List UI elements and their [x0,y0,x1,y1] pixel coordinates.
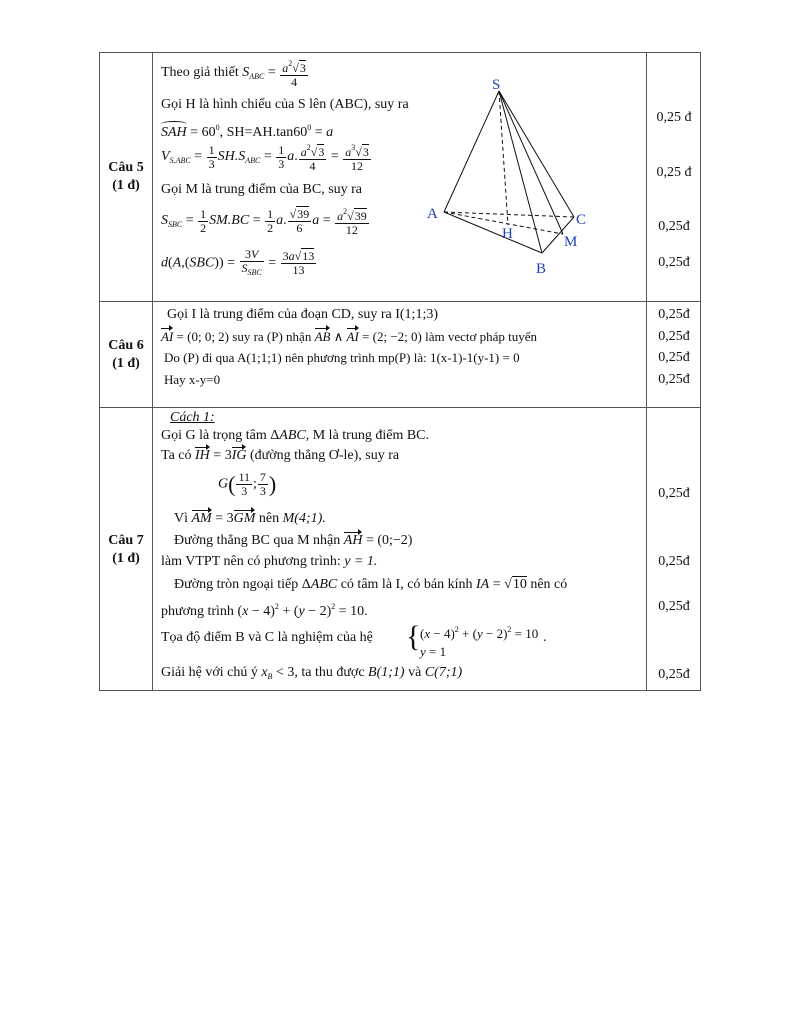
q7-line-6: làm VTPT nên có phương trình: y = 1. [161,554,378,569]
q7-score-3: 0,25đ [658,599,690,614]
q7-score-4: 0,25đ [658,667,690,682]
row-divider-2 [100,407,700,408]
vertex-label-s: S [492,77,501,93]
q6-line-3: Do (P) đi qua A(1;1;1) nên phương trình mp(P) là: 1(x-1)-1(y-1) = 0 [164,350,520,365]
column-divider-left [152,53,153,690]
q6-line-1: Gọi I là trung điểm của đoạn CD, suy ra I(1;1;3) [167,307,438,322]
vertex-label-c: C [576,212,587,228]
q5-line-1: Theo giả thiết $S_{ABC}$ = $\frac{a^2√3}{4}$ [161,59,306,89]
q7-line-7: Đường tròn ngoại tiếp ΔABC có tâm là I, có bán kính IA = √10 nên có [174,577,568,592]
q7-method-heading: Cách 1: [170,410,215,425]
q7-line-9: Tọa độ điểm B và C là nghiệm của hệ [161,630,373,645]
q7-line-8: phương trình $(x - 4)^2 + (y - 2)^2 = 10$. [161,602,368,619]
q6-line-4: Hay x-y=0 [164,372,221,387]
q6-score-4: 0,25đ [658,372,690,387]
row-divider-1 [100,301,700,302]
system-equation-1: $(x - 4)^2 + (y - 2)^2 = 10$ [420,625,539,641]
q6-score-3: 0,25đ [658,350,690,365]
q5-line-5: Gọi M là trung điểm của BC, suy ra [161,182,363,197]
point-label-m: M [564,234,578,250]
q7-score-1: 0,25đ [658,486,690,501]
question-6-label: Câu 6 (1 đ) [108,338,144,371]
q5-score-1: 0,25 đ [656,110,692,125]
system-brace: { [406,620,421,653]
q5-score-4: 0,25đ [658,255,690,270]
q5-line-4: $V_{S.ABC}$ = $\frac{1}{3}$ $SH.S_{ABC}$ = $\frac{1}{3}$ a. $\frac{a^2√3}{4}$ = $\frac{a^3√3}{12}$ [161,142,369,173]
q7-line-3: G( $\frac{11}{3}$ ; $\frac{7}{3}$ ) [218,470,277,498]
q7-score-2: 0,25đ [658,554,690,569]
q6-line-2: AI = (0; 0; 2) suy ra (P) nhận AB ∧ AI = (2; −2; 0) làm vectơ pháp tuyến [161,329,538,344]
vertex-label-a: A [427,206,438,222]
q7-line-2: Ta có IH = 3IG (đường thẳng Ơ-le), suy ra [161,448,400,463]
q5-line-6: $S_{SBC}$ = $\frac{1}{2}$ SM.BC = $\frac{1}{2}$ a. $\frac{√39}{6}$ a = $\frac{a^2√39}{12}$ [161,206,367,237]
q7-line-5: Đường thẳng BC qua M nhận AH = (0;−2) [174,533,413,548]
answer-table [99,52,701,691]
q7-line-1: Gọi G là trọng tâm ΔABC, M là trung điểm BC. [161,428,430,443]
point-label-h: H [502,226,513,242]
system-period: . [543,630,547,645]
pyramid-figure [420,75,620,275]
vertex-label-b: B [536,261,547,275]
q7-line-10: Giải hệ với chú ý $x_B < 3$, ta thu được B(1;1) và C(7;1) [161,665,463,681]
q6-score-2: 0,25đ [658,329,690,344]
q5-score-2: 0,25 đ [656,165,692,180]
system-equation-2: y = 1 [420,644,447,659]
question-5-label: Câu 5 (1 đ) [108,160,144,193]
q5-line-7: d(A,(SBC)) = $\frac{3V}{S_{SBC}}$ = $\frac{3a√13}{13}$ [161,247,315,277]
q6-score-1: 0,25đ [658,307,690,322]
q7-line-4: Vì AM = 3GM nên M(4;1). [174,511,326,526]
q5-line-2: Gọi H là hình chiếu của S lên (ABC), suy ra [161,97,409,112]
question-7-label: Câu 7 (1 đ) [108,533,144,566]
q5-line-3: SAH = $60^0$, $SH=AH.\tan 60^0 = a$ [161,123,334,140]
q5-score-3: 0,25đ [658,219,690,234]
